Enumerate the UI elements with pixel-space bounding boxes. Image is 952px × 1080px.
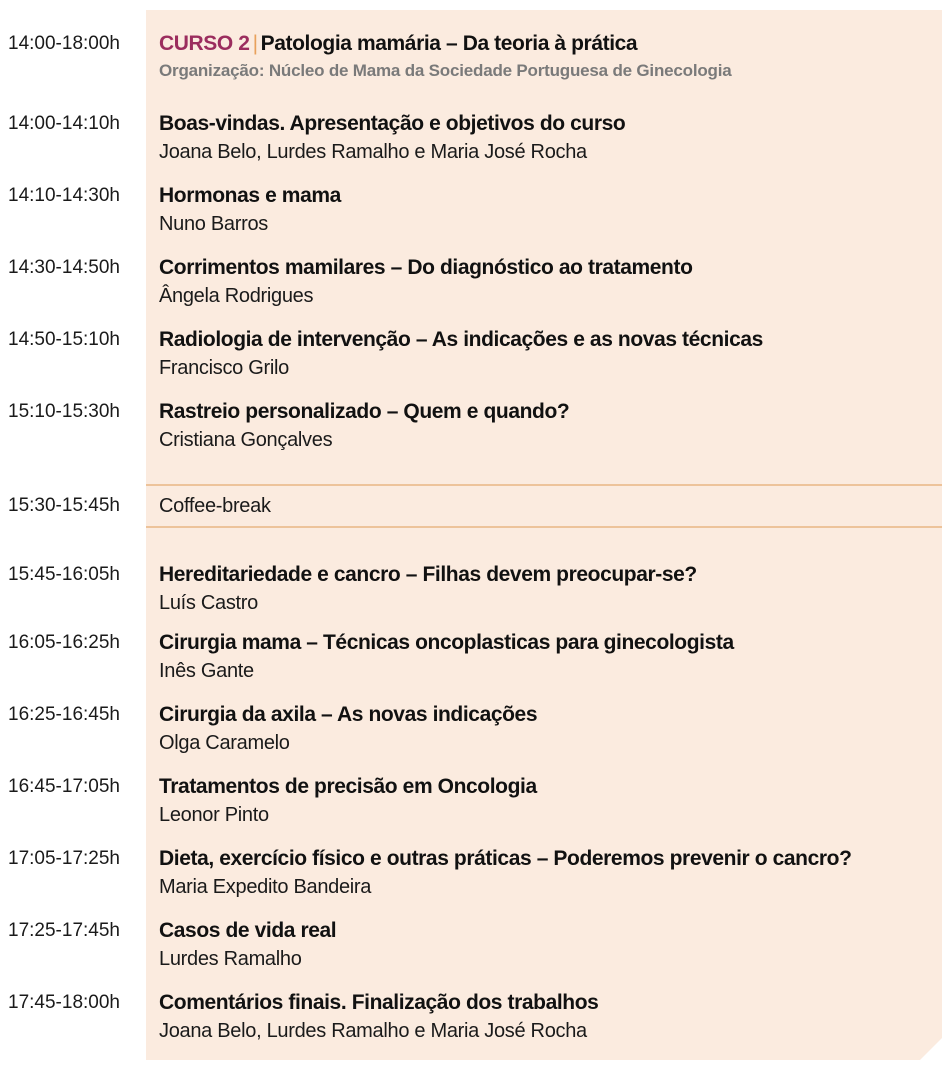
session-speaker: Inês Gante <box>159 660 254 682</box>
session-title: Cirurgia mama – Técnicas oncoplasticas para ginecologista <box>159 631 734 654</box>
session-time: 16:45-17:05h <box>8 776 120 797</box>
session-time: 15:45-16:05h <box>8 564 120 585</box>
break-label: Coffee-break <box>159 495 271 517</box>
session-title: Cirurgia da axila – As novas indicações <box>159 703 538 726</box>
session-speaker: Joana Belo, Lurdes Ramalho e Maria José Rocha <box>159 1020 587 1042</box>
session-speaker: Maria Expedito Bandeira <box>159 876 372 898</box>
session-time: 14:50-15:10h <box>8 329 120 350</box>
session-title: Hereditariedade e cancro – Filhas devem preocupar-se? <box>159 563 697 586</box>
session-time: 16:25-16:45h <box>8 704 120 725</box>
session-title: Dieta, exercício físico e outras práticas – Poderemos prevenir o cancro? <box>159 847 852 870</box>
session-time: 17:05-17:25h <box>8 848 120 869</box>
session-title: Comentários finais. Finalização dos trabalhos <box>159 991 599 1014</box>
session-speaker: Joana Belo, Lurdes Ramalho e Maria José Rocha <box>159 141 587 163</box>
course-separator: | <box>252 32 258 55</box>
session-title: Hormonas e mama <box>159 184 341 207</box>
session-title: Radiologia de intervenção – As indicações e as novas técnicas <box>159 328 763 351</box>
session-time: 17:25-17:45h <box>8 920 120 941</box>
session-time: 14:10-14:30h <box>8 185 120 206</box>
session-title: Rastreio personalizado – Quem e quando? <box>159 400 570 423</box>
session-time: 17:45-18:00h <box>8 992 120 1013</box>
course-title-line <box>159 30 939 58</box>
session-speaker: Ângela Rodrigues <box>159 285 314 307</box>
course-organizer: Organização: Núcleo de Mama da Sociedade Portuguesa de Ginecologia <box>159 61 732 80</box>
session-time: 14:30-14:50h <box>8 257 120 278</box>
session-speaker: Francisco Grilo <box>159 357 289 379</box>
session-time: 15:10-15:30h <box>8 401 120 422</box>
session-title: Boas-vindas. Apresentação e objetivos do curso <box>159 112 626 135</box>
session-time: 16:05-16:25h <box>8 632 120 653</box>
session-title: Tratamentos de precisão em Oncologia <box>159 775 537 798</box>
break-time: 15:30-15:45h <box>8 495 120 516</box>
session-title: Casos de vida real <box>159 919 337 942</box>
break-divider-top <box>146 484 942 486</box>
session-title: Corrimentos mamilares – Do diagnóstico ao tratamento <box>159 256 693 279</box>
session-speaker: Luís Castro <box>159 592 258 614</box>
course-title: Patologia mamária – Da teoria à prática <box>260 32 638 55</box>
session-speaker: Olga Caramelo <box>159 732 290 754</box>
course-tag: CURSO 2 <box>159 32 250 55</box>
session-speaker: Cristiana Gonçalves <box>159 429 333 451</box>
session-speaker: Lurdes Ramalho <box>159 948 302 970</box>
program-panel <box>146 10 942 1060</box>
session-speaker: Nuno Barros <box>159 213 268 235</box>
break-divider-bottom <box>146 526 942 528</box>
course-time: 14:00-18:00h <box>8 33 120 54</box>
session-speaker: Leonor Pinto <box>159 804 269 826</box>
session-time: 14:00-14:10h <box>8 113 120 134</box>
